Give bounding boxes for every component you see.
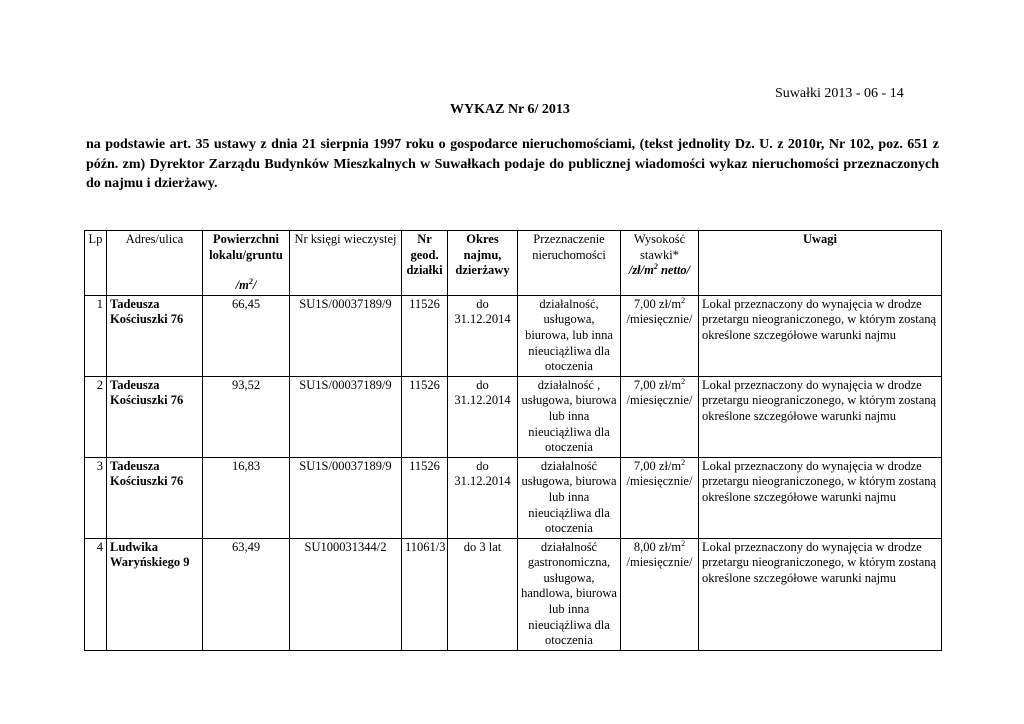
row-notes: Lokal przeznaczony do wynajęcia w drodze przetargu nieograniczonego, w którym zostaną określone szczegółowe warunki najmu	[699, 538, 942, 650]
row-period: do 31.12.2014	[448, 457, 518, 538]
row-lp: 2	[85, 376, 107, 457]
table-header-row	[85, 231, 942, 296]
row-period: do 31.12.2014	[448, 376, 518, 457]
row-plot: 11061/3	[402, 538, 448, 650]
row-notes: Lokal przeznaczony do wynajęcia w drodze przetargu nieograniczonego, w którym zostaną określone szczegółowe warunki najmu	[699, 457, 942, 538]
row-land-book: SU100031344/2	[290, 538, 402, 650]
intro-paragraph: na podstawie art. 35 ustawy z dnia 21 sierpnia 1997 roku o gospodarce nieruchomościami, (tekst jednolity Dz. U. z 2010r, Nr 102, poz. 651 z późn. zm) Dyrektor Zarządu Budynków Mieszkalnych w Suwałkach podaje do publicznej wiadomości wykaz nieruchomości przeznaczonych do najmu i dzierżawy.	[86, 137, 939, 191]
header-rate	[621, 231, 699, 296]
row-rate: 8,00 $zł/m^2$ /miesięcznie/	[621, 538, 699, 650]
header-land-book: Nr księgi wieczystej	[290, 231, 402, 296]
row-purpose: działalność gastronomiczna, usługowa, handlowa, biurowa lub inna nieuciążliwa dla otoczenia	[518, 538, 621, 650]
row-land-book: SU1S/00037189/9	[290, 457, 402, 538]
row-address: Tadeusza Kościuszki 76	[107, 457, 203, 538]
document-title: WYKAZ Nr 6/ 2013	[450, 102, 570, 117]
table-row	[85, 376, 942, 457]
header-period: Okres najmu, dzierżawy	[448, 231, 518, 296]
row-lp: 3	[85, 457, 107, 538]
row-area: 16,83	[203, 457, 290, 538]
row-period: do 3 lat	[448, 538, 518, 650]
row-rate: 7,00 $zł/m^2$ /miesięcznie/	[621, 376, 699, 457]
row-plot: 11526	[402, 295, 448, 376]
header-address: Adres/ulica	[107, 231, 203, 296]
header-area-unit: $/m^2/$	[235, 277, 257, 293]
row-land-book: SU1S/00037189/9	[290, 295, 402, 376]
row-rate: 7,00 $zł/m^2$ /miesięcznie/	[621, 295, 699, 376]
header-area-label: Powierzchni lokalu/gruntu	[209, 232, 283, 262]
property-list-table	[84, 230, 942, 651]
header-rate-unit: $/zł/m^2$ netto/	[628, 262, 691, 278]
row-period: do 31.12.2014	[448, 295, 518, 376]
document-date: Suwałki 2013 - 06 - 14	[775, 86, 904, 101]
header-rate-label: Wysokość stawki*	[633, 232, 686, 262]
row-notes: Lokal przeznaczony do wynajęcia w drodze przetargu nieograniczonego, w którym zostaną określone szczegółowe warunki najmu	[699, 376, 942, 457]
header-lp: Lp	[85, 231, 107, 296]
row-address: Tadeusza Kościuszki 76	[107, 295, 203, 376]
row-notes: Lokal przeznaczony do wynajęcia w drodze przetargu nieograniczonego, w którym zostaną określone szczegółowe warunki najmu	[699, 295, 942, 376]
row-plot: 11526	[402, 376, 448, 457]
table-row	[85, 457, 942, 538]
row-lp: 4	[85, 538, 107, 650]
table-row	[85, 295, 942, 376]
row-lp: 1	[85, 295, 107, 376]
table-row	[85, 538, 942, 650]
row-rate: 7,00 $zł/m^2$ /miesięcznie/	[621, 457, 699, 538]
row-purpose: działalność, usługowa, biurowa, lub inna nieuciążliwa dla otoczenia	[518, 295, 621, 376]
row-land-book: SU1S/00037189/9	[290, 376, 402, 457]
header-notes: Uwagi	[699, 231, 942, 296]
header-purpose: Przeznaczenie nieruchomości	[518, 231, 621, 296]
row-address: Tadeusza Kościuszki 76	[107, 376, 203, 457]
header-plot: Nr geod. działki	[402, 231, 448, 296]
row-purpose: działalność usługowa, biurowa lub inna nieuciążliwa dla otoczenia	[518, 457, 621, 538]
row-purpose: działalność , usługowa, biurowa lub inna nieuciążliwa dla otoczenia	[518, 376, 621, 457]
row-area: 93,52	[203, 376, 290, 457]
header-area	[203, 231, 290, 296]
row-plot: 11526	[402, 457, 448, 538]
row-area: 63,49	[203, 538, 290, 650]
row-address: Ludwika Waryńskiego 9	[107, 538, 203, 650]
row-area: 66,45	[203, 295, 290, 376]
